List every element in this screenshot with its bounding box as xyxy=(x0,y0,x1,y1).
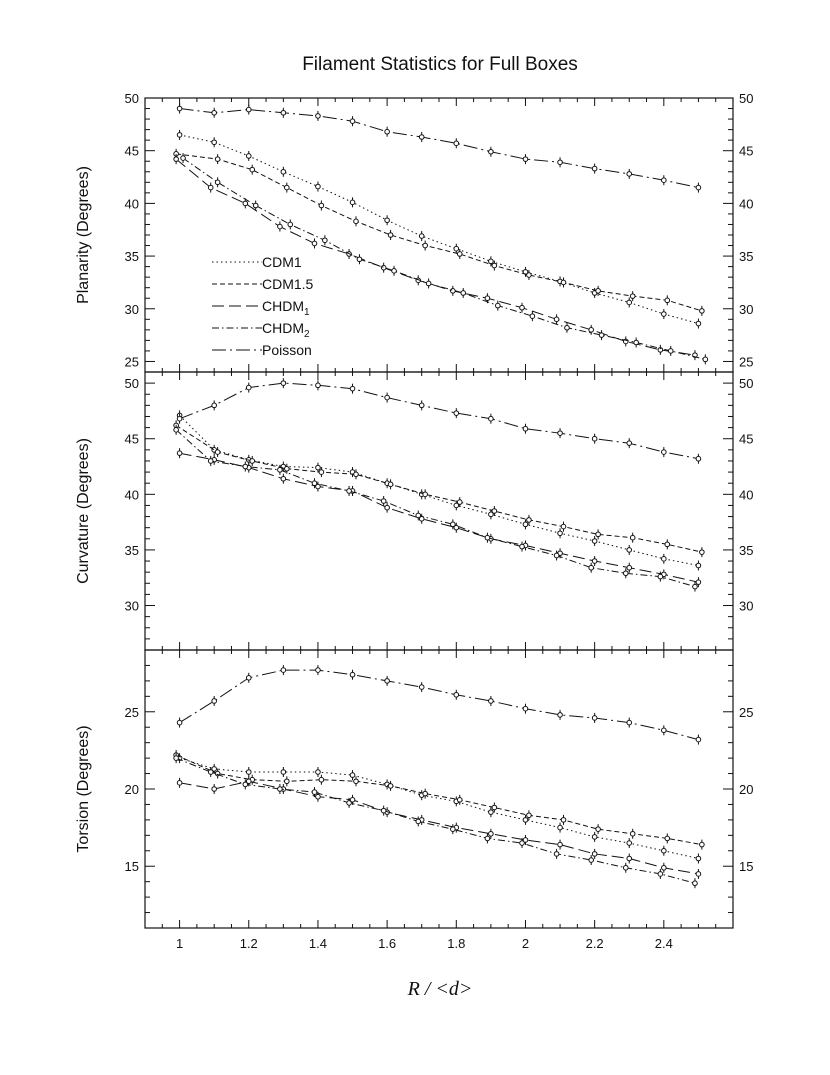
series-poisson xyxy=(177,665,700,745)
data-point xyxy=(589,565,594,570)
y-ticks xyxy=(125,650,754,928)
data-point xyxy=(181,156,186,161)
data-point xyxy=(208,185,213,190)
data-point xyxy=(278,468,283,473)
data-point xyxy=(281,169,286,174)
data-point xyxy=(523,426,528,431)
data-point xyxy=(627,841,632,846)
data-point xyxy=(565,325,570,330)
data-point xyxy=(592,539,597,544)
data-point xyxy=(558,160,563,165)
data-point xyxy=(177,106,182,111)
data-point xyxy=(668,349,673,354)
series-cdm1 xyxy=(177,753,700,863)
data-point xyxy=(281,476,286,481)
data-point xyxy=(347,801,352,806)
data-point xyxy=(357,257,362,262)
data-point xyxy=(634,340,639,345)
series-line xyxy=(176,758,695,883)
data-point xyxy=(662,312,667,317)
data-point xyxy=(451,827,456,832)
x-tick-label: 1.2 xyxy=(239,936,258,951)
data-point xyxy=(388,784,393,789)
data-point xyxy=(208,459,213,464)
data-point xyxy=(630,831,635,836)
y-tick-label-left: 20 xyxy=(124,782,139,797)
data-point xyxy=(662,178,667,183)
chart-panels xyxy=(75,91,753,951)
data-point xyxy=(215,450,220,455)
legend-label: CDM1 xyxy=(262,254,302,270)
data-point xyxy=(696,185,701,190)
data-point xyxy=(623,865,628,870)
data-point xyxy=(281,770,286,775)
legend-label: Poisson xyxy=(262,342,312,358)
data-point xyxy=(174,756,179,761)
data-point xyxy=(696,563,701,568)
x-tick-label: 2.2 xyxy=(585,936,604,951)
y-tick-label-right: 25 xyxy=(739,354,754,370)
data-point xyxy=(461,291,466,296)
data-point xyxy=(177,133,182,138)
data-point xyxy=(177,781,182,786)
data-point xyxy=(492,509,497,514)
data-point xyxy=(281,381,286,386)
data-point xyxy=(250,459,255,464)
data-point xyxy=(246,107,251,112)
data-point xyxy=(527,518,532,523)
series-cdm1-5 xyxy=(174,420,704,557)
y-ticks xyxy=(125,372,754,650)
data-point xyxy=(520,841,525,846)
series-line xyxy=(180,670,699,740)
data-point xyxy=(592,716,597,721)
y-tick-label-left: 45 xyxy=(124,143,139,159)
data-point xyxy=(630,535,635,540)
data-point xyxy=(347,489,352,494)
legend-entry xyxy=(212,320,310,340)
legend-label: $CHDM_1$ xyxy=(262,298,310,318)
data-point xyxy=(596,289,601,294)
data-point xyxy=(558,713,563,718)
data-point xyxy=(457,252,462,257)
data-point xyxy=(212,403,217,408)
series-chdm1 xyxy=(177,448,700,587)
x-ticks xyxy=(162,372,715,650)
y-tick-label-right: 40 xyxy=(739,196,754,212)
series-line xyxy=(180,135,699,324)
data-point xyxy=(523,818,528,823)
data-point xyxy=(319,203,324,208)
data-point xyxy=(246,770,251,775)
data-point xyxy=(496,303,501,308)
series-poisson xyxy=(177,378,700,464)
series-chdm2 xyxy=(174,753,697,888)
data-point xyxy=(693,881,698,886)
y-tick-label-left: 30 xyxy=(124,598,139,614)
chart-title: Filament Statistics for Full Boxes xyxy=(302,54,578,75)
series-line xyxy=(176,425,702,552)
data-point xyxy=(423,243,428,248)
data-point xyxy=(419,685,424,690)
data-point xyxy=(174,428,179,433)
data-point xyxy=(696,321,701,326)
data-point xyxy=(385,395,390,400)
data-point xyxy=(658,574,663,579)
data-point xyxy=(561,524,566,529)
data-point xyxy=(454,411,459,416)
data-point xyxy=(658,872,663,877)
series-cdm1-5 xyxy=(174,149,704,316)
data-point xyxy=(696,580,701,585)
data-point xyxy=(489,831,494,836)
data-point xyxy=(627,300,632,305)
data-point xyxy=(316,668,321,673)
data-point xyxy=(316,383,321,388)
series-line xyxy=(176,159,695,355)
x-tick-labels xyxy=(176,936,673,951)
data-point xyxy=(592,166,597,171)
legend-entry xyxy=(212,298,310,318)
data-point xyxy=(489,259,494,264)
data-point xyxy=(323,238,328,243)
data-point xyxy=(246,385,251,390)
data-point xyxy=(174,157,179,162)
series-chdm2 xyxy=(181,153,708,364)
data-point xyxy=(350,773,355,778)
data-point xyxy=(554,553,559,558)
data-point xyxy=(630,294,635,299)
y-tick-label-right: 50 xyxy=(739,91,754,106)
data-point xyxy=(523,706,528,711)
y-tick-label-left: 45 xyxy=(124,431,139,447)
data-point xyxy=(457,500,462,505)
data-point xyxy=(527,813,532,818)
panel-frame xyxy=(145,650,733,928)
y-tick-label-left: 40 xyxy=(124,487,139,503)
data-point xyxy=(388,233,393,238)
y-tick-label-left: 35 xyxy=(124,249,139,265)
data-point xyxy=(416,513,421,518)
data-point xyxy=(696,737,701,742)
data-point xyxy=(281,668,286,673)
y-tick-label-right: 35 xyxy=(739,249,754,265)
data-point xyxy=(589,328,594,333)
data-point xyxy=(662,450,667,455)
data-point xyxy=(454,141,459,146)
y-tick-label-right: 45 xyxy=(739,143,754,159)
data-point xyxy=(316,770,321,775)
x-tick-label: 1.6 xyxy=(378,936,397,951)
data-point xyxy=(312,241,317,246)
x-tick-label: 2 xyxy=(521,936,530,951)
data-point xyxy=(250,167,255,172)
data-point xyxy=(354,219,359,224)
data-point xyxy=(592,559,597,564)
y-tick-label-left: 30 xyxy=(124,301,139,317)
data-point xyxy=(426,281,431,286)
x-tick-label: 1.8 xyxy=(447,936,466,951)
data-point xyxy=(485,535,490,540)
data-point xyxy=(627,441,632,446)
x-tick-label: 2.4 xyxy=(654,936,673,951)
data-point xyxy=(416,819,421,824)
series-line xyxy=(176,154,702,311)
data-point xyxy=(212,699,217,704)
y-tick-label-left: 50 xyxy=(124,376,139,392)
data-point xyxy=(665,542,670,547)
data-point xyxy=(696,856,701,861)
y-tick-label-left: 25 xyxy=(124,354,139,370)
legend-label: $CHDM_2$ xyxy=(262,320,310,340)
data-point xyxy=(419,403,424,408)
data-point xyxy=(316,114,321,119)
y-tick-label-left: 50 xyxy=(124,91,139,106)
data-point xyxy=(592,436,597,441)
panel-2 xyxy=(75,372,753,650)
legend-label: CDM1.5 xyxy=(262,276,314,292)
data-point xyxy=(350,119,355,124)
data-point xyxy=(350,672,355,677)
y-tick-label-right: 20 xyxy=(739,782,754,797)
x-tick-label: 1 xyxy=(175,936,184,951)
data-point xyxy=(558,825,563,830)
data-point xyxy=(246,676,251,681)
data-point xyxy=(589,858,594,863)
data-point xyxy=(312,790,317,795)
y-tick-label-right: 15 xyxy=(739,859,754,875)
panel-frame xyxy=(145,372,733,650)
data-point xyxy=(385,505,390,510)
y-tick-label-right: 25 xyxy=(739,704,754,720)
data-point xyxy=(599,333,604,338)
y-tick-label-right: 40 xyxy=(739,487,754,503)
data-point xyxy=(312,481,317,486)
data-point xyxy=(662,557,667,562)
data-point xyxy=(423,791,428,796)
data-point xyxy=(627,856,632,861)
y-ticks xyxy=(125,91,754,372)
data-point xyxy=(492,805,497,810)
data-point xyxy=(623,571,628,576)
data-point xyxy=(392,269,397,274)
data-point xyxy=(381,499,386,504)
series-line xyxy=(180,415,699,565)
data-point xyxy=(530,314,535,319)
y-tick-label-right: 45 xyxy=(739,431,754,447)
y-tick-label-left: 15 xyxy=(124,859,139,875)
data-point xyxy=(385,679,390,684)
data-point xyxy=(278,224,283,229)
data-point xyxy=(319,470,324,475)
data-point xyxy=(627,720,632,725)
data-point xyxy=(285,466,290,471)
data-point xyxy=(554,852,559,857)
y-tick-label-right: 35 xyxy=(739,542,754,558)
data-point xyxy=(665,298,670,303)
data-point xyxy=(627,548,632,553)
data-point xyxy=(319,777,324,782)
series-chdm2 xyxy=(174,425,697,592)
legend-entry xyxy=(212,342,312,358)
data-point xyxy=(561,818,566,823)
data-point xyxy=(558,431,563,436)
series-line xyxy=(180,758,699,858)
data-point xyxy=(558,531,563,536)
data-point xyxy=(693,584,698,589)
data-point xyxy=(212,110,217,115)
data-point xyxy=(419,234,424,239)
y-tick-label-left: 35 xyxy=(124,542,139,558)
data-point xyxy=(350,386,355,391)
data-point xyxy=(489,810,494,815)
y-tick-label-right: 30 xyxy=(739,301,754,317)
data-point xyxy=(662,848,667,853)
legend-entry xyxy=(212,254,302,270)
y-tick-label-right: 30 xyxy=(739,598,754,614)
y-axis-label: Torsion (Degrees) xyxy=(75,725,92,853)
data-point xyxy=(523,522,528,527)
data-point xyxy=(520,544,525,549)
data-point xyxy=(381,265,386,270)
panel-1 xyxy=(75,91,753,372)
data-point xyxy=(527,273,532,278)
series-line xyxy=(180,453,699,582)
y-tick-label-right: 50 xyxy=(739,376,754,392)
data-point xyxy=(596,827,601,832)
data-point xyxy=(489,149,494,154)
data-point xyxy=(177,416,182,421)
data-point xyxy=(592,835,597,840)
legend xyxy=(212,254,314,358)
data-point xyxy=(485,296,490,301)
legend-label-subscript: 2 xyxy=(304,329,310,340)
data-point xyxy=(381,808,386,813)
data-point xyxy=(700,309,705,314)
data-point xyxy=(451,522,456,527)
data-point xyxy=(388,482,393,487)
data-point xyxy=(253,203,258,208)
series-line xyxy=(176,755,702,845)
data-point xyxy=(457,798,462,803)
data-point xyxy=(354,779,359,784)
series-poisson xyxy=(177,104,700,193)
data-point xyxy=(177,720,182,725)
series-cdm1 xyxy=(177,130,700,329)
data-point xyxy=(492,263,497,268)
data-point xyxy=(212,140,217,145)
data-point xyxy=(208,770,213,775)
y-tick-label-left: 40 xyxy=(124,196,139,212)
data-point xyxy=(700,550,705,555)
panel-3 xyxy=(75,650,753,928)
data-point xyxy=(662,728,667,733)
data-point xyxy=(489,416,494,421)
data-point xyxy=(354,472,359,477)
series-line xyxy=(180,781,699,874)
data-point xyxy=(454,692,459,697)
data-point xyxy=(243,464,248,469)
data-point xyxy=(696,456,701,461)
series-line xyxy=(176,430,695,587)
data-point xyxy=(316,184,321,189)
x-tick-label: 1.4 xyxy=(308,936,327,951)
data-point xyxy=(454,246,459,251)
data-point xyxy=(246,154,251,159)
data-point xyxy=(662,865,667,870)
legend-label-subscript: 1 xyxy=(304,307,310,318)
series-chdm1 xyxy=(177,776,700,879)
data-point xyxy=(288,222,293,227)
y-axis-label: Planarity (Degrees) xyxy=(75,166,92,304)
legend-entry xyxy=(212,276,314,292)
series-cdm1-5 xyxy=(174,750,704,850)
data-point xyxy=(177,451,182,456)
data-point xyxy=(700,842,705,847)
data-point xyxy=(285,779,290,784)
data-point xyxy=(523,157,528,162)
data-point xyxy=(316,465,321,470)
data-point xyxy=(489,699,494,704)
data-point xyxy=(696,872,701,877)
data-point xyxy=(627,172,632,177)
data-point xyxy=(703,357,708,362)
data-point xyxy=(561,280,566,285)
data-point xyxy=(215,180,220,185)
data-point xyxy=(558,842,563,847)
data-point xyxy=(592,852,597,857)
series-line xyxy=(180,109,699,188)
panel-frame xyxy=(145,98,733,372)
series-line xyxy=(180,383,699,459)
data-point xyxy=(350,200,355,205)
data-point xyxy=(520,305,525,310)
y-tick-label-left: 25 xyxy=(124,704,139,720)
data-point xyxy=(316,794,321,799)
data-point xyxy=(554,317,559,322)
series-chdm1 xyxy=(174,154,697,360)
data-point xyxy=(281,110,286,115)
data-point xyxy=(212,787,217,792)
data-point xyxy=(423,492,428,497)
x-ticks xyxy=(162,98,715,372)
x-axis-label: R / <d> xyxy=(407,978,473,1000)
data-point xyxy=(385,129,390,134)
data-point xyxy=(627,565,632,570)
data-point xyxy=(278,787,283,792)
data-point xyxy=(215,157,220,162)
data-point xyxy=(419,135,424,140)
data-point xyxy=(285,185,290,190)
data-point xyxy=(243,201,248,206)
data-point xyxy=(485,836,490,841)
data-point xyxy=(665,836,670,841)
series-cdm1 xyxy=(177,410,700,570)
data-point xyxy=(596,532,601,537)
data-point xyxy=(243,782,248,787)
data-point xyxy=(385,218,390,223)
y-axis-label: Curvature (Degrees) xyxy=(75,438,92,584)
